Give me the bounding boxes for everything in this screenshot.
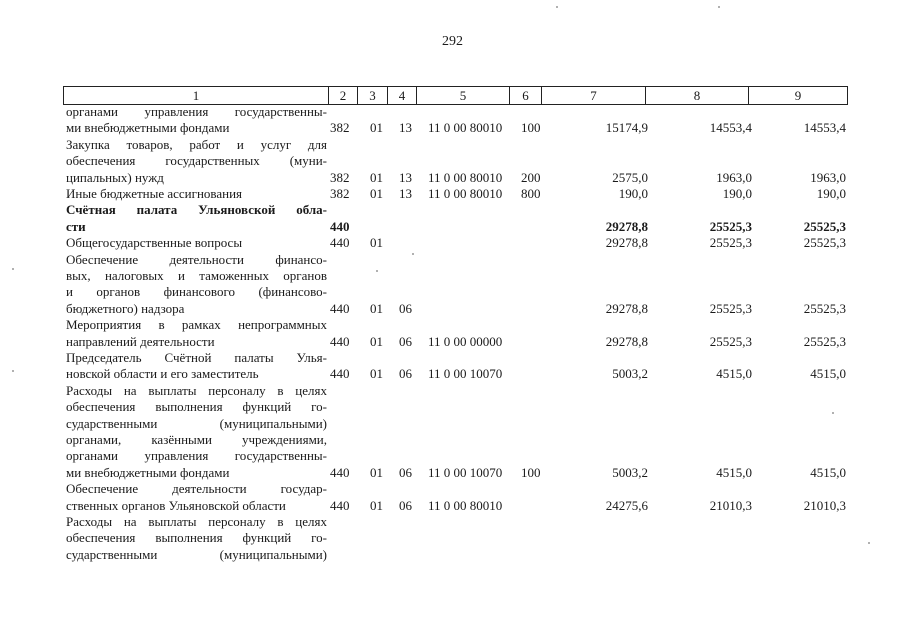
description-line: сти bbox=[66, 218, 86, 234]
cell-c8: 4515,0 bbox=[716, 366, 752, 382]
table-row bbox=[0, 186, 905, 202]
description-line: обеспечения выполнения функций го- bbox=[66, 399, 327, 415]
cell-c9: 190,0 bbox=[816, 186, 846, 201]
cell-c3: 01 bbox=[370, 120, 383, 136]
row-description bbox=[66, 202, 327, 235]
cell-c8: 25525,3 bbox=[709, 218, 752, 234]
header-col-8: 8 bbox=[645, 87, 748, 104]
cell-c5: 11 0 00 80010 bbox=[428, 120, 503, 136]
description-line: сударственными (муниципальными) bbox=[66, 415, 327, 431]
cell-c7: 24275,6 bbox=[605, 497, 648, 513]
table-row bbox=[0, 235, 905, 251]
row-description bbox=[66, 317, 327, 350]
cell-c3: 01 bbox=[370, 366, 383, 382]
description-line: Председатель Счётной палаты Улья- bbox=[66, 350, 327, 365]
cell-c2: 440 bbox=[330, 497, 350, 513]
cell-c6: 100 bbox=[521, 120, 541, 136]
cell-c9: 21010,3 bbox=[803, 497, 846, 513]
cell-c9: 25525,3 bbox=[803, 218, 846, 234]
cell-c5: 11 0 00 10070 bbox=[428, 464, 503, 480]
cell-c9: 1963,0 bbox=[810, 169, 846, 185]
header-col-4: 4 bbox=[387, 87, 416, 104]
cell-c4: 13 bbox=[399, 120, 412, 136]
cell-c8: 25525,3 bbox=[709, 333, 752, 349]
cell-c5: 11 0 00 00000 bbox=[428, 333, 503, 349]
cell-c9: 25525,3 bbox=[803, 333, 846, 349]
cell-c4: 13 bbox=[399, 169, 412, 185]
cell-c2: 440 bbox=[330, 218, 350, 234]
scan-speck bbox=[832, 412, 834, 414]
cell-c7: 29278,8 bbox=[605, 333, 648, 349]
scan-speck bbox=[376, 270, 378, 272]
cell-c7: 2575,0 bbox=[612, 169, 648, 185]
cell-c2: 440 bbox=[330, 333, 350, 349]
cell-c3: 01 bbox=[370, 169, 383, 185]
scan-speck bbox=[556, 6, 558, 8]
row-description bbox=[66, 252, 327, 318]
description-line: направлений деятельности bbox=[66, 333, 215, 349]
description-line: обеспечения государственных (муни- bbox=[66, 153, 327, 169]
cell-c4: 06 bbox=[399, 464, 412, 480]
row-description bbox=[66, 235, 327, 251]
cell-c3: 01 bbox=[370, 235, 383, 251]
table-row bbox=[0, 202, 905, 235]
table-row bbox=[0, 317, 905, 350]
row-description bbox=[66, 481, 327, 514]
description-line: органами управления государственны- bbox=[66, 448, 327, 464]
description-line: Обеспечение деятельности финансо- bbox=[66, 251, 327, 267]
cell-c9: 14553,4 bbox=[803, 120, 846, 136]
header-col-1: 1 bbox=[192, 88, 200, 103]
cell-c2: 382 bbox=[330, 169, 350, 185]
header-col-3: 3 bbox=[357, 87, 387, 104]
description-line: вых, налоговых и таможенных органов bbox=[66, 267, 327, 283]
cell-c7: 190,0 bbox=[618, 186, 648, 201]
table-row bbox=[0, 350, 905, 383]
header-col-6: 6 bbox=[509, 87, 541, 104]
cell-c5: 11 0 00 80010 bbox=[428, 186, 503, 201]
scan-speck bbox=[718, 6, 720, 8]
cell-c9: 25525,3 bbox=[803, 235, 846, 251]
cell-c3: 01 bbox=[370, 497, 383, 513]
cell-c2: 382 bbox=[330, 120, 350, 136]
description-line: органами, казёнными учреждениями, bbox=[66, 431, 327, 447]
cell-c9: 25525,3 bbox=[803, 300, 846, 316]
cell-c8: 1963,0 bbox=[716, 169, 752, 185]
description-line: Счётная палата Ульяновской обла- bbox=[66, 202, 327, 218]
cell-c6: 100 bbox=[521, 464, 541, 480]
cell-c3: 01 bbox=[370, 464, 383, 480]
cell-c3: 01 bbox=[370, 333, 383, 349]
cell-c4: 13 bbox=[399, 186, 412, 201]
scan-speck bbox=[12, 370, 14, 372]
table-row bbox=[0, 383, 905, 481]
description-line: новской области и его заместитель bbox=[66, 366, 259, 382]
row-description bbox=[66, 350, 327, 383]
page-number: 292 bbox=[442, 34, 463, 49]
header-col-7: 7 bbox=[541, 87, 645, 104]
scan-speck bbox=[412, 253, 414, 255]
cell-c7: 5003,2 bbox=[612, 464, 648, 480]
description-line: Закупка товаров, работ и услуг для bbox=[66, 136, 327, 152]
cell-c7: 29278,8 bbox=[605, 218, 648, 234]
description-line: бюджетного) надзора bbox=[66, 300, 185, 316]
cell-c2: 440 bbox=[330, 235, 350, 251]
cell-c8: 25525,3 bbox=[709, 300, 752, 316]
description-line: и органов финансового (финансово- bbox=[66, 284, 327, 300]
description-line: Расходы на выплаты персоналу в целях bbox=[66, 382, 327, 398]
cell-c5: 11 0 00 80010 bbox=[428, 169, 503, 185]
row-description bbox=[66, 104, 327, 137]
cell-c2: 440 bbox=[330, 366, 350, 382]
cell-c7: 29278,8 bbox=[605, 300, 648, 316]
header-col-9: 9 bbox=[748, 87, 847, 104]
cell-c8: 14553,4 bbox=[709, 120, 752, 136]
scan-speck bbox=[868, 542, 870, 544]
cell-c7: 5003,2 bbox=[612, 366, 648, 382]
cell-c6: 800 bbox=[521, 186, 541, 201]
cell-c5: 11 0 00 80010 bbox=[428, 497, 503, 513]
cell-c8: 4515,0 bbox=[716, 464, 752, 480]
cell-c2: 382 bbox=[330, 186, 350, 201]
table-row bbox=[0, 137, 905, 186]
cell-c7: 29278,8 bbox=[605, 235, 648, 251]
cell-c4: 06 bbox=[399, 333, 412, 349]
description-line: Расходы на выплаты персоналу в целях bbox=[66, 514, 327, 529]
cell-c4: 06 bbox=[399, 300, 412, 316]
cell-c2: 440 bbox=[330, 464, 350, 480]
table-row bbox=[0, 481, 905, 514]
description-line: обеспечения выполнения функций го- bbox=[66, 530, 327, 546]
cell-c3: 01 bbox=[370, 300, 383, 316]
cell-c3: 01 bbox=[370, 186, 383, 201]
row-description bbox=[66, 514, 327, 563]
description-line: Обеспечение деятельности государ- bbox=[66, 481, 327, 497]
description-line: ципальных) нужд bbox=[66, 169, 164, 185]
header-col-2: 2 bbox=[328, 87, 357, 104]
description-line: органами управления государственны- bbox=[66, 104, 327, 119]
row-description bbox=[66, 383, 327, 481]
description-line: Иные бюджетные ассигнования bbox=[66, 186, 243, 201]
table-row bbox=[0, 514, 905, 563]
description-line: сударственными (муниципальными) bbox=[66, 546, 327, 562]
description-line: ственных органов Ульяновской области bbox=[66, 497, 286, 513]
cell-c9: 4515,0 bbox=[810, 464, 846, 480]
cell-c8: 21010,3 bbox=[709, 497, 752, 513]
cell-c8: 190,0 bbox=[722, 186, 752, 201]
cell-c5: 11 0 00 10070 bbox=[428, 366, 503, 382]
cell-c7: 15174,9 bbox=[605, 120, 648, 136]
cell-c6: 200 bbox=[521, 169, 541, 185]
row-description bbox=[66, 137, 327, 186]
table-header bbox=[63, 86, 848, 105]
description-line: Мероприятия в рамках непрограммных bbox=[66, 317, 327, 333]
description-line: Общегосударственные вопросы bbox=[66, 235, 243, 251]
scan-speck bbox=[12, 268, 14, 270]
cell-c9: 4515,0 bbox=[810, 366, 846, 382]
cell-c8: 25525,3 bbox=[709, 235, 752, 251]
description-line: ми внебюджетными фондами bbox=[66, 464, 230, 480]
header-col-5: 5 bbox=[416, 87, 509, 104]
cell-c4: 06 bbox=[399, 366, 412, 382]
table-row bbox=[0, 104, 905, 137]
row-description bbox=[66, 186, 327, 202]
table-row bbox=[0, 252, 905, 318]
description-line: ми внебюджетными фондами bbox=[66, 120, 230, 136]
cell-c2: 440 bbox=[330, 300, 350, 316]
cell-c4: 06 bbox=[399, 497, 412, 513]
